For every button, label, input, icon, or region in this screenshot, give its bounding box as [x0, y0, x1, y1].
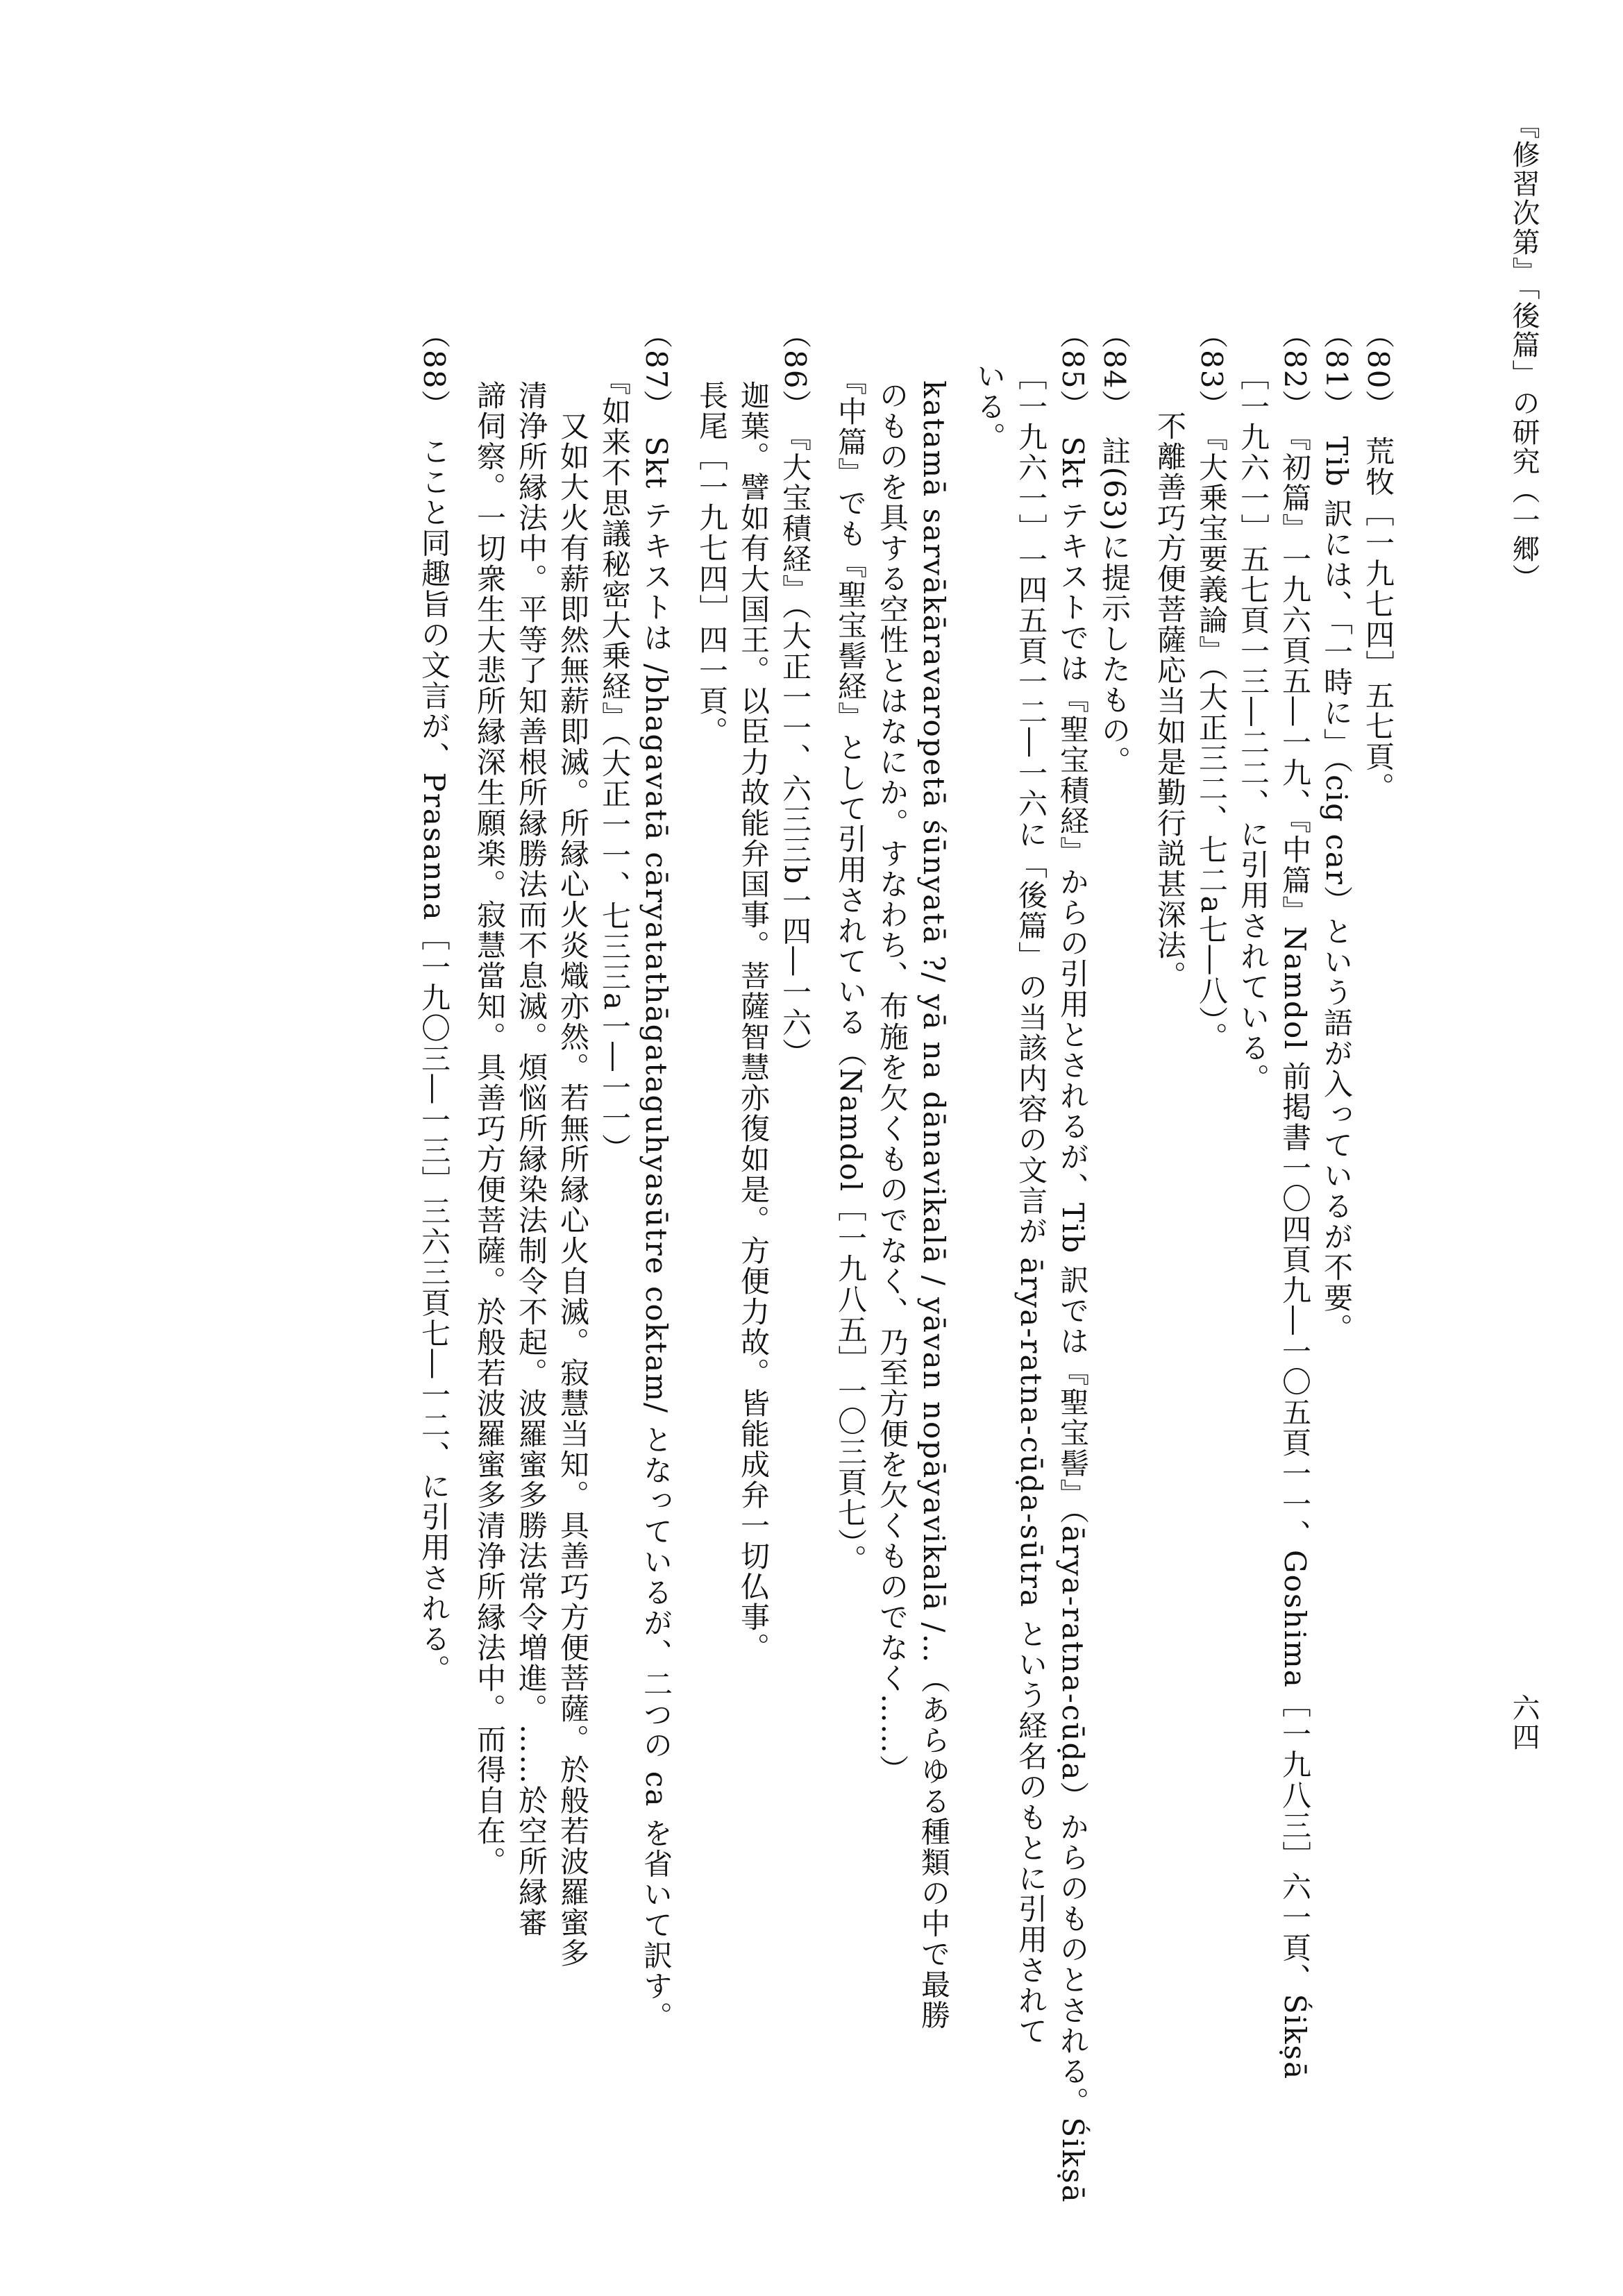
footnote-82-line1: （82） 『初篇』一九六頁五―一九、『中篇』Namdol 前掲書一〇四頁九―一〇五頁一一、Goshima［一九八三］六一頁、Śikṣā: [1278, 319, 1312, 2081]
footnote-84: （84） 註(63)に提示したもの。: [1098, 319, 1132, 777]
footnote-82-line2: ［一九六一］五七頁一三―二二、に引用されている。: [1236, 361, 1270, 1094]
footnote-87-line2: 『如来不思議秘密大乗経』（大正一一、七三三a一―一一）: [598, 319, 632, 1165]
footnote-85-skt-quote: katamā sarvākāravaropetā śūnyatā ?/ yā na dānavikalā / yāvan nopāyavikalā /…（あらゆる種類の中で最勝: [917, 319, 951, 2031]
footnote-87-quote3: 諦伺察。一切衆生大悲所縁深生願楽。寂慧當知。具善巧方便菩薩。於般若波羅蜜多清浄所縁法中。而得自在。: [473, 319, 507, 1877]
footnote-83-quote: 不離善巧方便菩薩応当如是勤行説甚深法。: [1153, 319, 1187, 991]
running-title: 『修習次第』「後篇」の研究（一郷）: [1508, 111, 1540, 593]
footnote-86-line1: （86） 『大宝積経』（大正一一、六三三b一四―一六）: [778, 319, 812, 1069]
footnote-85-line1: （85） Skt テキストでは『聖宝積経』からの引用とされるが、Tib 訳では『聖宝髻』（ārya-ratna-cūḍa）からのものとされる。Śikṣā: [1056, 319, 1090, 2204]
footnote-85-line3: いる。: [973, 361, 1007, 453]
page-number: 六四: [1508, 1694, 1540, 1752]
footnote-85-line6: 『中篇』でも『聖宝髻経』として引用されている（Namdol［一九八五］一〇三頁七）。: [834, 319, 868, 1576]
footnote-81: （81） Tib 訳には、「一時に」（cig car）という語が入っているが不要。: [1320, 319, 1354, 1344]
footnote-87-quote1: 又如大火有薪即然無薪即滅。所縁心火炎熾亦然。若無所縁心火自滅。寂慧当知。具善巧方便菩薩。於般若波羅蜜多: [556, 319, 590, 1968]
footnote-85-line2: ［一九六一］一四五頁一二―一六に「後篇」の当該内容の文言が ārya-ratna-cūḍa-sūtra という経名のもとに引用されて: [1014, 361, 1048, 2047]
footnote-85-translation: のものを具する空性とはなにか。すなわち、布施を欠くものでなく、乃至方便を欠くものでなく……）: [875, 319, 909, 1785]
footnote-86-line3: 長尾［一九七四］四一頁。: [695, 319, 729, 747]
footnote-80: （80） 荒牧［一九七四］五七頁。: [1361, 319, 1395, 803]
footnote-83-line1: （83） 『大乗宝要義論』（大正三二、七二a七―八）。: [1195, 319, 1229, 1053]
footnote-87-quote2: 清浄所縁法中。平等了知善根所縁勝法而不息滅。煩悩所縁染法制令不起。波羅蜜多勝法常令増進。……於空所縁審: [514, 319, 548, 1938]
footnote-88: （88） ここと同趣旨の文言が、Prasanna［一九〇三―一三］三六三頁七―一二、に引用される。: [417, 319, 451, 1685]
footnote-87-line1: （87） Skt テキストは /bhagavatā cāryatathāgataguhyasūtre coktam/ となっているが、二つの ca を省いて訳す。: [639, 319, 673, 2032]
footnote-86-quote: 迦葉。譬如有大国王。以臣力故能弁国事。菩薩智慧亦復如是。方便力故。皆能成弁一切仏事。: [737, 319, 771, 1663]
